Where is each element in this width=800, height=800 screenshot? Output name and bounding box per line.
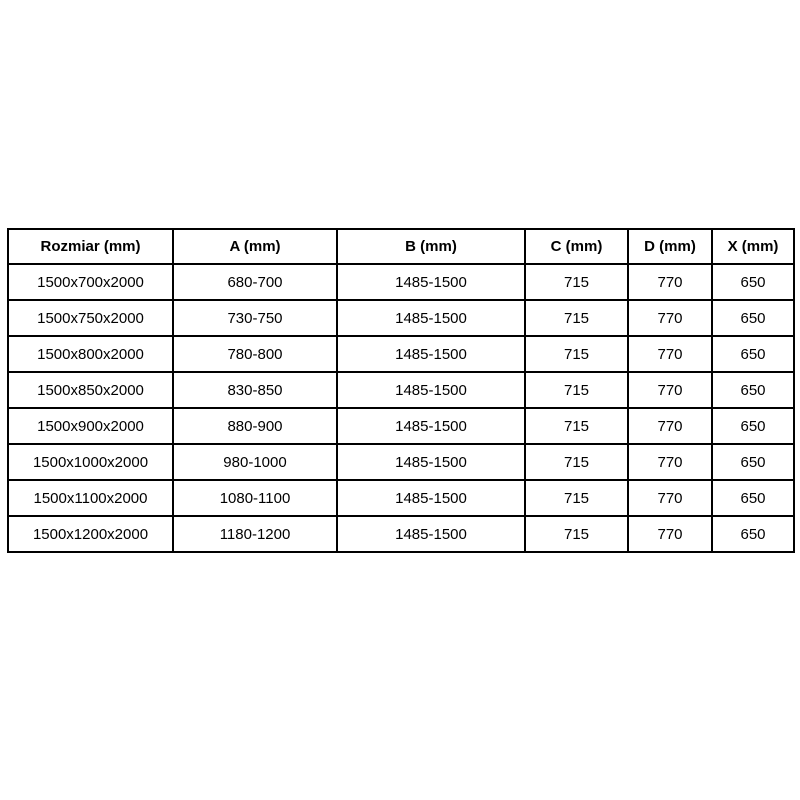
table-cell: 650 (712, 444, 794, 480)
table-cell: 880-900 (173, 408, 337, 444)
table-row (8, 372, 794, 408)
table-cell: 650 (712, 408, 794, 444)
table-cell: 770 (628, 372, 712, 408)
table-cell: 980-1000 (173, 444, 337, 480)
table-cell: 650 (712, 480, 794, 516)
column-header-x: X (mm) (712, 229, 794, 264)
table-cell: 770 (628, 480, 712, 516)
table-cell: 715 (525, 516, 628, 552)
table-cell: 1500x1200x2000 (8, 516, 173, 552)
table-cell: 1485-1500 (337, 372, 525, 408)
table-cell: 1500x750x2000 (8, 300, 173, 336)
table-cell: 830-850 (173, 372, 337, 408)
table-cell: 650 (712, 516, 794, 552)
table-cell: 780-800 (173, 336, 337, 372)
table-cell: 715 (525, 480, 628, 516)
table-cell: 1080-1100 (173, 480, 337, 516)
column-header-rozmiar: Rozmiar (mm) (8, 229, 173, 264)
table-cell: 1500x1000x2000 (8, 444, 173, 480)
table-row (8, 444, 794, 480)
table-cell: 715 (525, 444, 628, 480)
table-cell: 715 (525, 372, 628, 408)
table-cell: 1485-1500 (337, 408, 525, 444)
table-row (8, 300, 794, 336)
column-header-b: B (mm) (337, 229, 525, 264)
table-cell: 1500x800x2000 (8, 336, 173, 372)
table-cell: 1485-1500 (337, 264, 525, 300)
table-cell: 1500x850x2000 (8, 372, 173, 408)
table-cell: 1500x1100x2000 (8, 480, 173, 516)
column-header-d: D (mm) (628, 229, 712, 264)
table-cell: 650 (712, 336, 794, 372)
table-cell: 770 (628, 300, 712, 336)
table-cell: 1485-1500 (337, 480, 525, 516)
table-cell: 650 (712, 372, 794, 408)
table-cell: 1485-1500 (337, 336, 525, 372)
table-cell: 730-750 (173, 300, 337, 336)
table-row (8, 516, 794, 552)
table-cell: 650 (712, 300, 794, 336)
table-header-row (8, 229, 794, 264)
table-cell: 715 (525, 336, 628, 372)
table-cell: 1180-1200 (173, 516, 337, 552)
table-cell: 770 (628, 408, 712, 444)
table-cell: 1485-1500 (337, 444, 525, 480)
table-body (8, 264, 794, 552)
table-cell: 770 (628, 264, 712, 300)
table-cell: 770 (628, 516, 712, 552)
column-header-a: A (mm) (173, 229, 337, 264)
table-row (8, 408, 794, 444)
table-cell: 715 (525, 264, 628, 300)
table-cell: 770 (628, 444, 712, 480)
table-row (8, 264, 794, 300)
table-cell: 1485-1500 (337, 516, 525, 552)
table-cell: 1500x700x2000 (8, 264, 173, 300)
table-cell: 1500x900x2000 (8, 408, 173, 444)
table-cell: 1485-1500 (337, 300, 525, 336)
table-cell: 715 (525, 408, 628, 444)
table-cell: 715 (525, 300, 628, 336)
table-cell: 770 (628, 336, 712, 372)
table-cell: 650 (712, 264, 794, 300)
column-header-c: C (mm) (525, 229, 628, 264)
dimensions-spec-table (7, 228, 795, 553)
table-row (8, 336, 794, 372)
table-row (8, 480, 794, 516)
table-cell: 680-700 (173, 264, 337, 300)
